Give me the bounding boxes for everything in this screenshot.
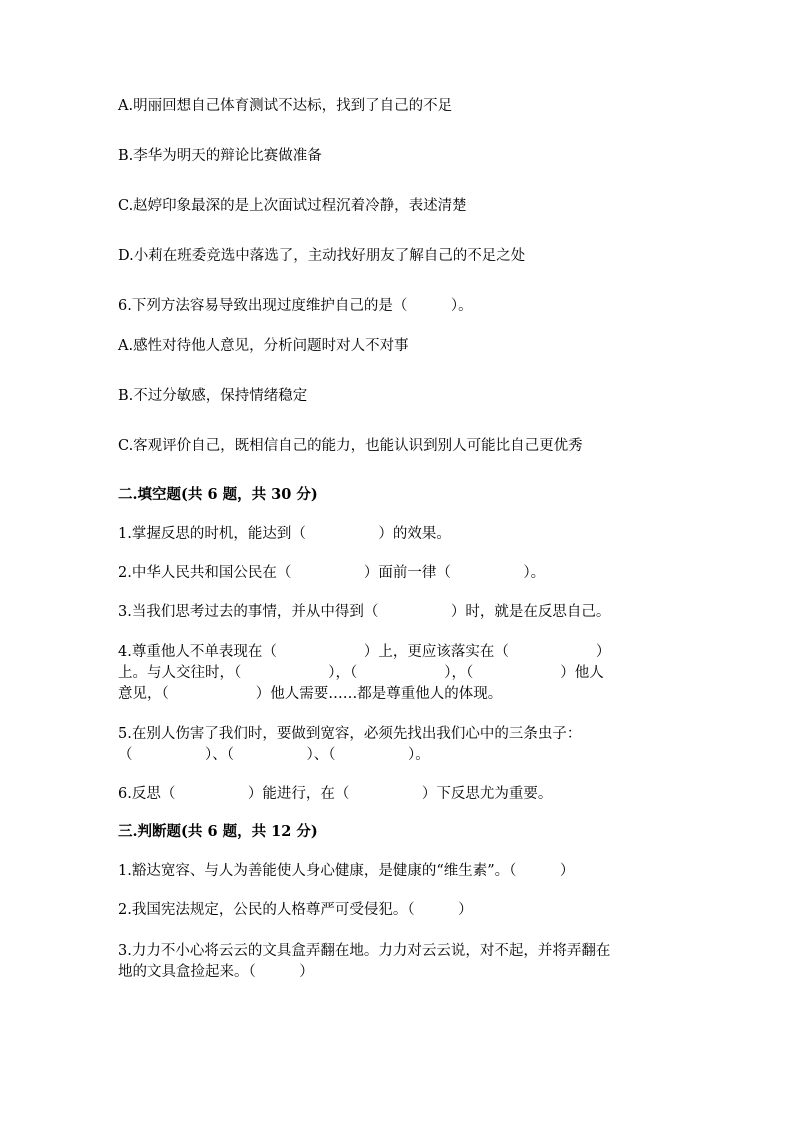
q5-option-a: A.明丽回想自己体育测试不达标，找到了自己的不足 bbox=[118, 98, 453, 114]
fill-q6: 6.反思（ ）能进行，在（ ）下反思尤为重要。 bbox=[118, 786, 553, 802]
judge-q1: 1.豁达宽容、与人为善能使人身心健康，是健康的“维生素”。（ ） bbox=[118, 863, 575, 879]
fill-q4-line1: 4.尊重他人不单表现在（ ）上，更应该落实在（ ） bbox=[118, 644, 611, 660]
q6-stem: 6.下列方法容易导致出现过度维护自己的是（ ）。 bbox=[118, 298, 473, 314]
q5-option-d: D.小莉在班委竞选中落选了，主动找好朋友了解自己的不足之处 bbox=[118, 248, 526, 264]
fill-q5-line1: 5.在别人伤害了我们时，要做到宽容，必须先找出我们心中的三条虫子： bbox=[118, 726, 582, 742]
fill-q3: 3.当我们思考过去的事情，并从中得到（ ）时，就是在反思自己。 bbox=[118, 604, 611, 620]
q6-option-c: C.客观评价自己，既相信自己的能力，也能认识到别人可能比自己更优秀 bbox=[118, 438, 583, 454]
q5-option-c: C.赵婷印象最深的是上次面试过程沉着冷静，表述清楚 bbox=[118, 198, 467, 214]
section-judgement-title: 三.判断题(共 6 题，共 12 分) bbox=[118, 823, 318, 840]
judge-q2: 2.我国宪法规定，公民的人格尊严可受侵犯。（ ） bbox=[118, 902, 473, 918]
fill-q4-line2: 上。与人交往时，（ ），（ ），（ ）他人 bbox=[118, 665, 604, 681]
fill-q1: 1.掌握反思的时机，能达到（ ）的效果。 bbox=[118, 526, 451, 542]
q6-option-b: B.不过分敏感，保持情绪稳定 bbox=[118, 388, 308, 404]
section-fill-blank-title: 二.填空题(共 6 题，共 30 分) bbox=[118, 486, 318, 503]
q6-option-a: A.感性对待他人意见，分析问题时对人不对事 bbox=[118, 338, 409, 354]
fill-q2: 2.中华人民共和国公民在（ ）面前一律（ ）。 bbox=[118, 565, 546, 581]
fill-q5-line2: （ ）、（ ）、（ ）。 bbox=[118, 747, 430, 763]
judge-q3-line1: 3.力力不小心将云云的文具盒弄翻在地。力力对云云说，对不起，并将弄翻在 bbox=[118, 943, 611, 959]
fill-q4-line3: 意见，（ ）他人需要……都是尊重他人的体现。 bbox=[118, 686, 503, 702]
q5-option-b: B.李华为明天的辩论比赛做准备 bbox=[118, 148, 322, 164]
judge-q3-line2: 地的文具盒捡起来。（ ） bbox=[118, 964, 314, 980]
